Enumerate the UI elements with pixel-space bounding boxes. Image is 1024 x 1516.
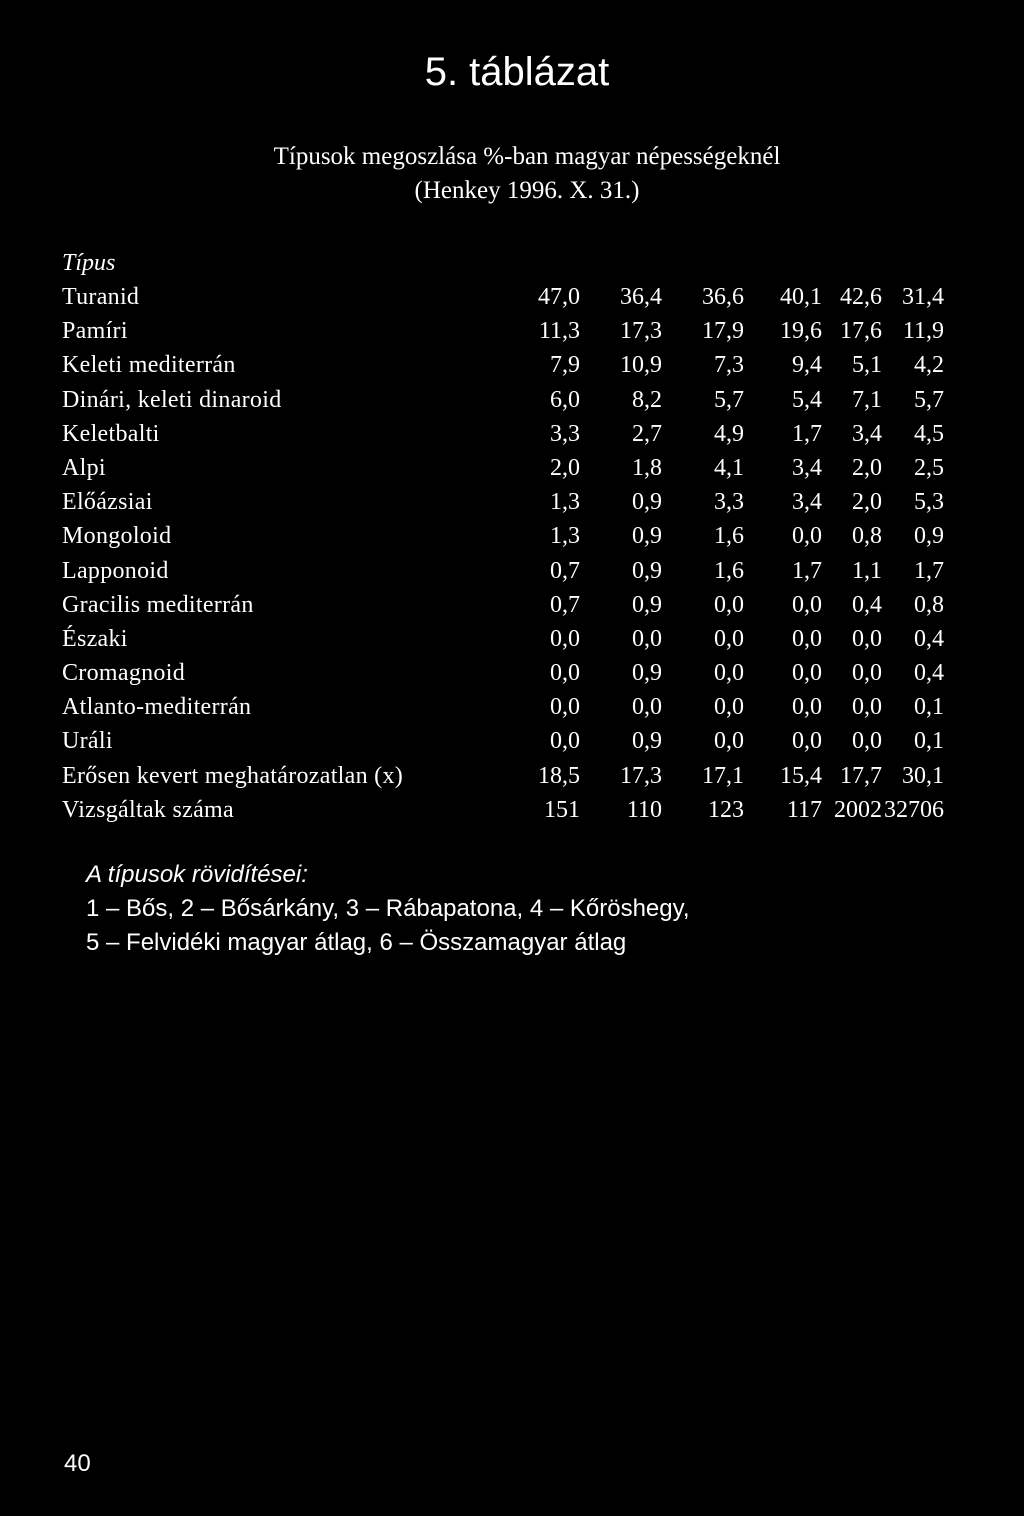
table-cell: 17,1	[702, 762, 744, 789]
table-cell: 5,7	[714, 386, 744, 413]
table-row	[62, 724, 942, 758]
table-cell: 2,7	[632, 420, 662, 447]
table-cell: 0,9	[914, 523, 944, 550]
table-cell: 123	[708, 796, 744, 823]
row-label: Keleti mediterrán	[62, 352, 236, 379]
table-cell: 0,1	[914, 694, 944, 721]
row-label: Északi	[62, 625, 128, 652]
table-cell: 7,3	[714, 352, 744, 379]
table-cell: 3,3	[550, 420, 580, 447]
table-cell: 32706	[884, 796, 944, 823]
table-cell: 1,7	[792, 420, 822, 447]
table-cell: 3,3	[714, 489, 744, 516]
row-label: Pamíri	[62, 318, 128, 345]
table-cell: 0,9	[632, 489, 662, 516]
table-cell: 0,0	[852, 694, 882, 721]
table-header-label: Típus	[62, 250, 116, 276]
table-cell: 4,5	[914, 420, 944, 447]
table-row	[62, 485, 942, 519]
table-cell: 0,0	[852, 660, 882, 687]
table-cell: 0,0	[714, 728, 744, 755]
table-cell: 17,6	[840, 318, 882, 345]
table-cell: 0,0	[792, 660, 822, 687]
table-cell: 15,4	[780, 762, 822, 789]
table-cell: 0,9	[632, 557, 662, 584]
table-cell: 4,2	[914, 352, 944, 379]
table-cell: 2,0	[852, 454, 882, 481]
abbreviation-legend	[86, 858, 690, 960]
table-cell: 1,8	[632, 454, 662, 481]
row-label: Erősen kevert meghatározatlan (x)	[62, 762, 404, 789]
row-label: Lapponoid	[62, 557, 169, 584]
row-label: Keletbalti	[62, 420, 160, 447]
row-label: Turanid	[62, 284, 140, 310]
table-cell: 1,7	[914, 557, 944, 584]
table-cell: 0,4	[914, 625, 944, 652]
row-label: Dinári, keleti dinaroid	[62, 386, 282, 413]
row-label: Előázsiai	[62, 489, 153, 516]
table-cell: 0,8	[914, 591, 944, 618]
table-cell: 19,6	[780, 318, 822, 345]
table-cell: 1,7	[792, 557, 822, 584]
legend-line-1: 1 – Bős, 2 – Bősárkány, 3 – Rábapatona, 4 – Kőröshegy,	[86, 895, 690, 922]
table-cell: 0,9	[632, 728, 662, 755]
table-cell: 0,0	[714, 625, 744, 652]
table-cell: 0,0	[714, 591, 744, 618]
table-cell: 0,1	[914, 728, 944, 755]
row-label: Cromagnoid	[62, 660, 185, 687]
table-cell: 47,0	[538, 284, 580, 310]
table-cell: 10,9	[620, 352, 662, 379]
table-caption	[0, 140, 1024, 208]
row-label: Atlanto-mediterrán	[62, 694, 252, 721]
table-row	[62, 348, 942, 382]
table-body	[62, 280, 942, 827]
legend-line-2: 5 – Felvidéki magyar átlag, 6 – Összamagyar átlag	[86, 929, 627, 956]
table-cell: 5,4	[792, 386, 822, 413]
table-cell: 17,9	[702, 318, 744, 345]
table-cell: 8,2	[632, 386, 662, 413]
table-cell: 0,0	[792, 694, 822, 721]
table-cell: 17,7	[840, 762, 882, 789]
table-cell: 2,0	[852, 489, 882, 516]
table-cell: 3,4	[852, 420, 882, 447]
table-cell: 0,0	[792, 591, 822, 618]
table-cell: 0,0	[792, 625, 822, 652]
table-row	[62, 451, 942, 485]
table-cell: 0,9	[632, 523, 662, 550]
table-cell: 5,7	[914, 386, 944, 413]
table-cell: 4,1	[714, 454, 744, 481]
table-cell: 6,0	[550, 386, 580, 413]
page-title: 5. táblázat	[424, 50, 610, 94]
table-cell: 7,9	[550, 352, 580, 379]
table-cell: 0,8	[852, 523, 882, 550]
table-cell: 1,6	[714, 523, 744, 550]
row-label: Mongoloid	[62, 523, 172, 550]
table-cell: 110	[626, 796, 662, 823]
table-cell: 0,0	[792, 523, 822, 550]
row-label: Uráli	[62, 728, 113, 755]
row-label: Gracilis mediterrán	[62, 591, 254, 618]
table-cell: 0,0	[550, 728, 580, 755]
table-cell: 1,6	[714, 557, 744, 584]
table-cell: 4,9	[714, 420, 744, 447]
table-cell: 2002	[834, 796, 882, 823]
table-row	[62, 690, 942, 724]
table-cell: 0,0	[852, 625, 882, 652]
table-cell: 1,3	[550, 523, 580, 550]
table-cell: 9,4	[792, 352, 822, 379]
table-row	[62, 656, 942, 690]
table-cell: 31,4	[902, 284, 944, 310]
table-cell: 36,6	[702, 284, 744, 310]
data-table	[62, 246, 942, 827]
table-cell: 2,0	[550, 454, 580, 481]
table-cell: 117	[786, 796, 822, 823]
table-cell: 0,7	[550, 557, 580, 584]
table-cell: 11,3	[538, 318, 580, 345]
table-row	[62, 417, 942, 451]
table-cell: 42,6	[840, 284, 882, 310]
table-row	[62, 759, 942, 793]
table-cell: 151	[544, 796, 580, 823]
table-cell: 36,4	[620, 284, 662, 310]
table-cell: 5,1	[852, 352, 882, 379]
table-row	[62, 588, 942, 622]
table-cell: 0,9	[632, 591, 662, 618]
table-cell: 0,0	[714, 694, 744, 721]
table-cell: 18,5	[538, 762, 580, 789]
table-cell: 1,3	[550, 489, 580, 516]
table-cell: 0,0	[792, 728, 822, 755]
table-cell: 7,1	[852, 386, 882, 413]
table-row	[62, 622, 942, 656]
table-cell: 0,0	[714, 660, 744, 687]
table-cell: 0,0	[550, 625, 580, 652]
table-cell: 0,0	[632, 694, 662, 721]
table-cell: 0,0	[852, 728, 882, 755]
table-row	[62, 519, 942, 553]
table-cell: 5,3	[914, 489, 944, 516]
caption-line-1: Típusok megoszlása %-ban magyar népességeknél	[273, 143, 781, 170]
table-cell: 17,3	[620, 318, 662, 345]
table-cell: 3,4	[792, 454, 822, 481]
table-cell: 1,1	[852, 557, 882, 584]
table-row	[62, 554, 942, 588]
table-cell: 40,1	[780, 284, 822, 310]
table-cell: 0,9	[632, 660, 662, 687]
table-cell: 2,5	[914, 454, 944, 481]
table-cell: 0,0	[632, 625, 662, 652]
table-row	[62, 383, 942, 417]
table-row	[62, 793, 942, 827]
caption-line-2: (Henkey 1996. X. 31.)	[414, 177, 640, 204]
row-label: Alpi	[62, 454, 106, 481]
table-cell: 0,0	[550, 694, 580, 721]
row-label: Vizsgáltak száma	[62, 796, 234, 823]
page-number: 40	[64, 1450, 91, 1477]
table-cell: 0,4	[852, 591, 882, 618]
table-cell: 30,1	[902, 762, 944, 789]
table-row	[62, 280, 942, 314]
table-cell: 0,0	[550, 660, 580, 687]
table-cell: 0,4	[914, 660, 944, 687]
table-row	[62, 314, 942, 348]
legend-title: A típusok rövidítései:	[86, 861, 308, 888]
table-cell: 3,4	[792, 489, 822, 516]
table-cell: 11,9	[902, 318, 944, 345]
table-cell: 17,3	[620, 762, 662, 789]
table-cell: 0,7	[550, 591, 580, 618]
